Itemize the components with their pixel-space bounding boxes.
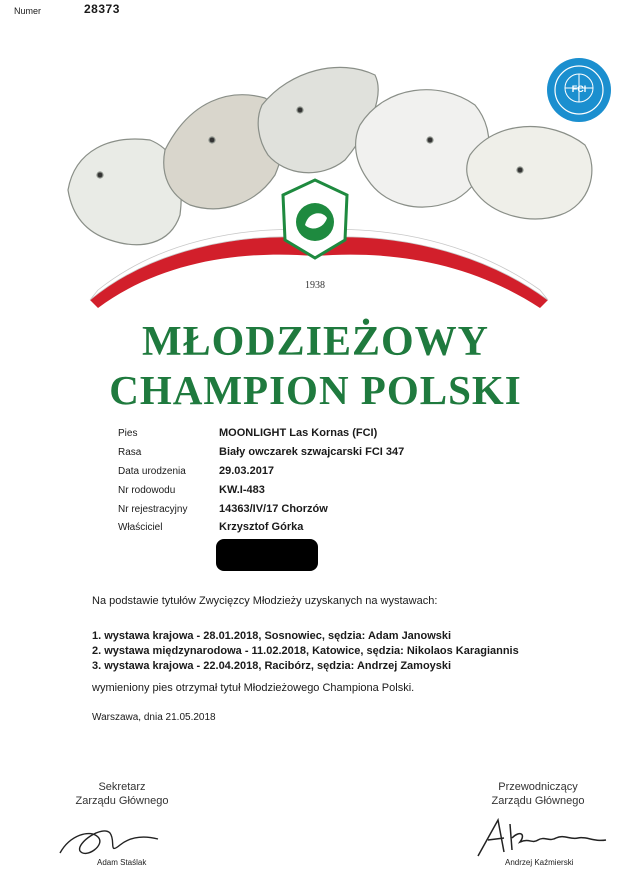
field-value-registration: 14363/IV/17 Chorzów [219, 503, 328, 515]
show-entry: 1. wystawa krajowa - 28.01.2018, Sosnowiec, sędzia: Adam Janowski [92, 630, 452, 642]
signatory-right-title [463, 780, 613, 808]
signatory-left-title-line2: Zarządu Głównego [75, 795, 169, 807]
header-artwork [0, 0, 631, 320]
show-entry: 2. wystawa międzynarodowa - 11.02.2018, Katowice, sędzia: Nikolaos Karagiannis [92, 645, 519, 657]
redacted-address [216, 539, 318, 571]
field-label-owner: Właściciel [118, 522, 163, 533]
signatory-left-title-line1: Sekretarz [98, 781, 146, 793]
number-label: Numer [14, 6, 42, 16]
fci-badge-text: FCI [571, 84, 587, 94]
field-label-pedigree: Nr rodowodu [118, 485, 176, 496]
field-value-breed: Biały owczarek szwajcarski FCI 347 [219, 446, 405, 458]
field-value-pedigree: KW.I-483 [219, 484, 265, 496]
field-label-dog: Pies [118, 428, 138, 439]
conclusion-text: wymieniony pies otrzymał tytuł Młodzieżowego Championa Polski. [92, 682, 415, 694]
signatory-right-title-line2: Zarządu Głównego [491, 795, 585, 807]
signatory-left-title [42, 780, 202, 808]
field-label-breed: Rasa [118, 447, 142, 458]
zkwp-emblem [283, 180, 347, 258]
signatory-right-title-line1: Przewodniczący [498, 781, 578, 793]
field-label-registration: Nr rejestracyjny [118, 504, 188, 515]
field-value-dog: MOONLIGHT Las Kornas (FCI) [219, 427, 378, 439]
place-date: Warszawa, dnia 21.05.2018 [92, 712, 216, 723]
title-line-1: MŁODZIEŻOWY [141, 319, 490, 365]
title-line-2: CHAMPION POLSKI [109, 367, 522, 413]
emblem-year: 1938 [305, 280, 325, 291]
signature-right [470, 812, 615, 862]
signatory-right-name: Andrzej Kaźmierski [505, 858, 574, 867]
show-entry: 3. wystawa krajowa - 22.04.2018, Racibórz, sędzia: Andrzej Zamoyski [92, 660, 452, 672]
field-label-birth-date: Data urodzenia [118, 466, 186, 477]
number-value: 28373 [84, 2, 120, 16]
intro-text: Na podstawie tytułów Zwycięzcy Młodzieży uzyskanych na wystawach: [92, 595, 438, 607]
field-value-birth-date: 29.03.2017 [219, 465, 275, 477]
signatory-left-name: Adam Staślak [97, 858, 147, 867]
field-value-owner: Krzysztof Górka [219, 521, 304, 533]
